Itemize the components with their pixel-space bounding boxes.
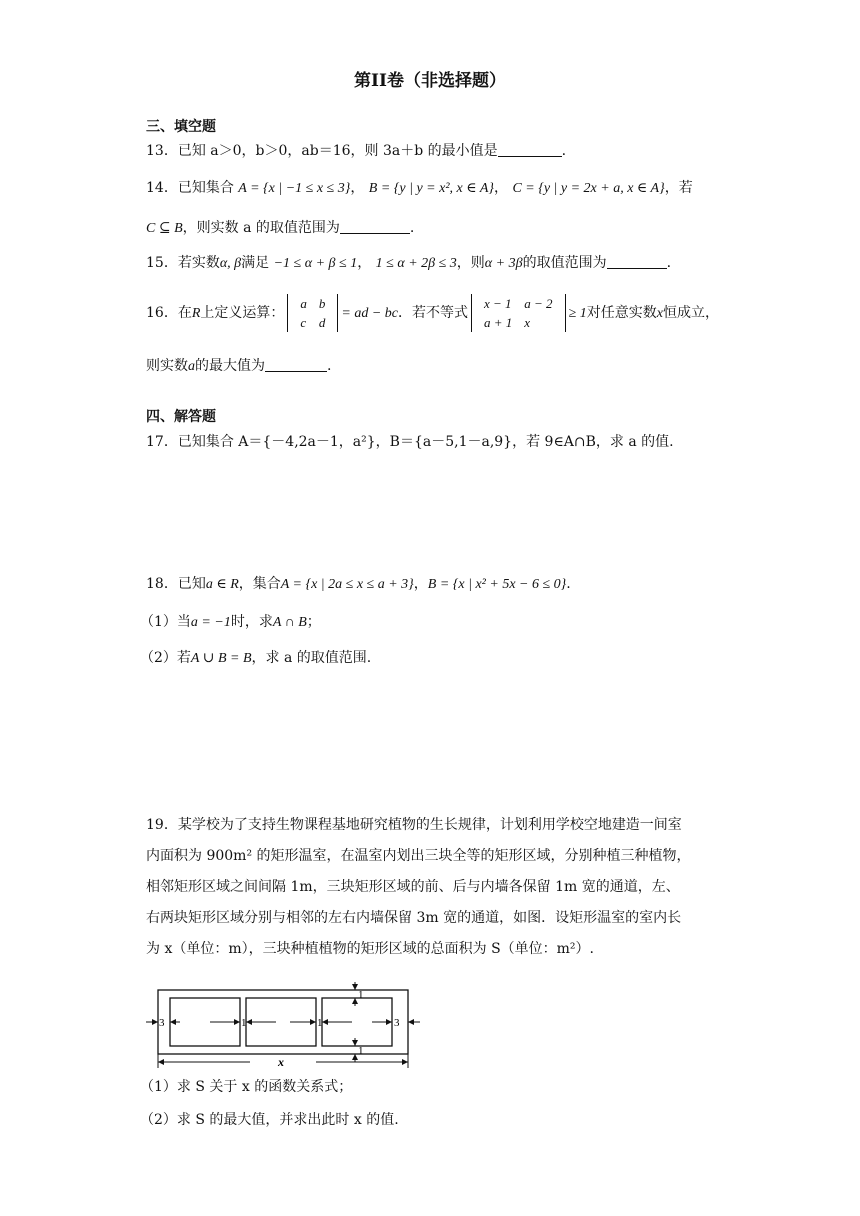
q14-subset: C ⊆ B	[146, 221, 183, 236]
q16-line2b: 的最大值为	[195, 358, 265, 374]
question-17: 17．已知集合 A＝{－4,2a－1，a²}，B＝{a－5,1－a,9}，若 9∈A∩B，求 a 的值.	[146, 434, 674, 450]
question-16-line-2	[146, 356, 720, 377]
q19-line-3: 相邻矩形区域之间间隔 1m，三块矩形区域的前、后与内墙各保留 1m 宽的通道，左、	[146, 879, 680, 895]
q16-end: .	[327, 358, 332, 374]
page-title: 第II卷（非选择题）	[354, 71, 506, 91]
q14-ruo: ，若	[664, 180, 693, 196]
q16-line2: 则实数	[146, 358, 188, 374]
q18-sep: ，	[413, 576, 428, 592]
outer-wall	[158, 990, 408, 1054]
q15-then: ，则	[456, 255, 485, 271]
question-14-line-1: 14．已知集合 A = {x | −1 ≤ x ≤ 3}， B = {y | y = x², x ∈ A}， C = {y | y = 2x + a, x ∈ A}，若	[146, 180, 693, 196]
q13-text: 13．已知 a＞0，b＞0，ab＝16，则 3a＋b 的最小值是	[146, 143, 498, 159]
q14-prefix: 14．已知集合	[146, 180, 234, 196]
q15-vars: α, β	[219, 256, 242, 271]
q13-blank	[498, 143, 562, 157]
q18-sub2c: ，求 a 的取值范围.	[251, 650, 372, 666]
q18-sub1d: A ∩ B	[272, 615, 307, 630]
label-bottom-1: 1	[358, 1045, 364, 1057]
q18-a-in-r: a ∈ R	[205, 577, 239, 592]
q18-p2: ，集合	[238, 576, 281, 592]
q16-p3: ．若不等式	[398, 305, 468, 321]
q18-sub1e: ；	[306, 614, 321, 630]
q16-eq: = ad − bc	[341, 306, 398, 321]
q18-sub2b: A ∪ B = B	[190, 651, 252, 666]
q16-ge: ≥ 1	[568, 306, 587, 321]
q16-a: a	[188, 359, 195, 374]
q15-prefix: 15．若实数	[146, 255, 220, 271]
q18-set-b: B = {x | x² + 5x − 6 ≤ 0}	[427, 577, 567, 592]
q16-determinant-inequality: x − 1 a − 2 a + 1 x	[471, 294, 566, 332]
q19-line-2: 内面积为 900m² 的矩形温室，在温室内划出三块全等的矩形区域，分别种植三种植物，	[146, 848, 691, 864]
q16-blank	[265, 358, 327, 372]
label-gap-1: 1	[241, 1017, 247, 1029]
q15-condition-1: −1 ≤ α + β ≤ 1	[273, 256, 358, 271]
q19-line-5: 为 x（单位：m），三块种植植物的矩形区域的总面积为 S（单位：m²）.	[146, 941, 594, 957]
q18-sub1a: （1）当	[140, 614, 191, 630]
section-fill-in-title: 三、填空题	[146, 119, 216, 135]
q14-set-b: B = {y | y = x², x ∈ A}	[368, 181, 494, 196]
label-top-1: 1	[358, 989, 364, 1001]
q19-sub-2: （2）求 S 的最大值，并求出此时 x 的值.	[140, 1112, 399, 1128]
q18-sub1b: a = −1	[190, 615, 231, 630]
q14-end: .	[409, 220, 415, 236]
question-13	[146, 141, 720, 161]
label-right-3: 3	[394, 1017, 400, 1029]
q14-set-a: A = {x | −1 ≤ x ≤ 3}	[238, 181, 351, 196]
q18-end: .	[566, 576, 571, 592]
question-14-line-2	[146, 218, 720, 239]
q19-line-1: 19．某学校为了支持生物课程基地研究植物的生长规律，计划利用学校空地建造一间室	[146, 817, 682, 833]
q14-line2-text: ，则实数 a 的取值范围为	[182, 220, 340, 236]
q18-sub2a: （2）若	[140, 650, 191, 666]
label-left-3: 3	[159, 1017, 165, 1029]
q15-blank	[607, 255, 667, 269]
q15-condition-2: 1 ≤ α + 2β ≤ 3	[375, 256, 457, 271]
q19-line-4: 右两块矩形区域分别与相邻的左右内墙保留 3m 宽的通道，如图．设矩形温室的室内长	[146, 910, 682, 926]
q18-set-a: A = {x | 2a ≤ x ≤ a + 3}	[280, 577, 414, 592]
q16-determinant-definition: a b c d	[287, 294, 338, 332]
q16-r: R	[191, 306, 201, 321]
label-gap-2: 1	[317, 1017, 323, 1029]
greenhouse-figure	[140, 982, 440, 1072]
q15-end: .	[666, 255, 672, 271]
q16-p4: 对任意实数	[586, 305, 657, 321]
q15-expr: α + 3β	[484, 256, 523, 271]
section-solve-title: 四、解答题	[146, 409, 216, 425]
question-16-line-1	[146, 290, 720, 336]
q15-mid: 满足	[241, 255, 270, 271]
q16-p5: 恒成立，	[662, 305, 719, 321]
q14-blank	[340, 220, 410, 234]
q18-sub1c: 时，求	[230, 614, 273, 630]
q16-prefix: 16．在	[146, 305, 192, 321]
label-x: x	[278, 1055, 284, 1069]
q18-sub-1	[140, 612, 720, 633]
q13-end: .	[561, 143, 567, 159]
question-15: 15．若实数α, β满足 −1 ≤ α + β ≤ 1， 1 ≤ α + 2β ≤ 3，则α + 3β的取值范围为 .	[146, 255, 672, 271]
q18-sub-2	[140, 648, 720, 669]
q14-set-c: C = {y | y = 2x + a, x ∈ A}	[512, 181, 665, 196]
q16-x: x	[656, 306, 663, 321]
q19-sub-1: （1）求 S 关于 x 的函数关系式；	[140, 1079, 353, 1095]
q15-tail: 的取值范围为	[522, 255, 607, 271]
q16-p2: 上定义运算：	[200, 305, 285, 321]
question-18	[146, 574, 720, 595]
q18-prefix: 18．已知	[146, 576, 206, 592]
